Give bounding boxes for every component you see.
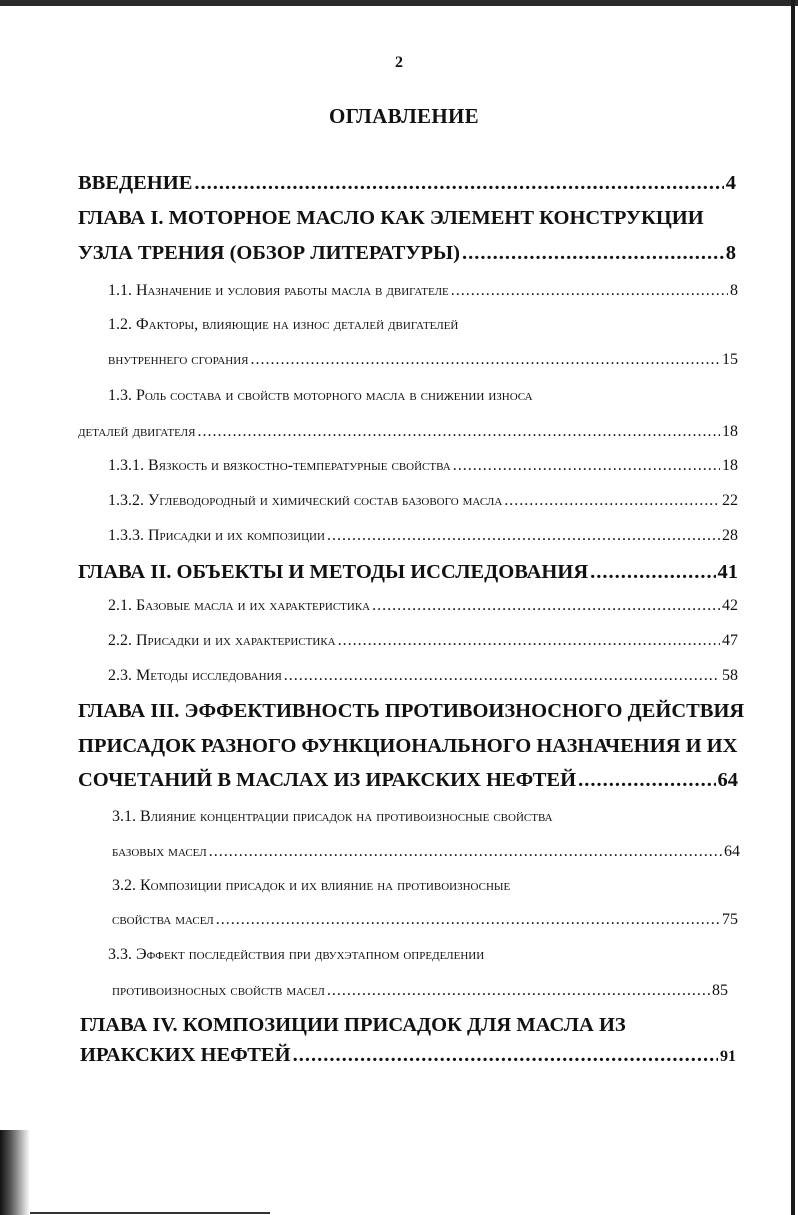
toc-page-number: 42 <box>722 597 738 614</box>
toc-title: ОГЛАВЛЕНИЕ <box>329 104 479 128</box>
toc-chapter-1[interactable] <box>78 242 736 265</box>
toc-chapter-3[interactable] <box>78 769 738 792</box>
dot-leader <box>284 667 720 685</box>
toc-entry-text: 1.3.1. Вязкость и вязкостно-температурные свойства <box>108 457 451 474</box>
toc-page-number: 75 <box>722 911 738 928</box>
toc-section-1-2-line1[interactable]: 1.2. Факторы, влияющие на износ деталей двигателей <box>108 316 459 333</box>
toc-entry-text: ВВЕДЕНИЕ <box>78 172 193 194</box>
toc-page-number: 91 <box>720 1048 736 1065</box>
toc-page-number: 18 <box>722 457 738 474</box>
toc-page-number: 85 <box>712 982 728 999</box>
toc-entry-text: ГЛАВА II. ОБЪЕКТЫ И МЕТОДЫ ИССЛЕДОВАНИЯ <box>78 561 589 583</box>
toc-chapter-4-line1[interactable]: ГЛАВА IV. КОМПОЗИЦИИ ПРИСАДОК ДЛЯ МАСЛА ИЗ <box>80 1014 626 1036</box>
toc-page-number: 8 <box>725 242 736 264</box>
toc-section-1-1[interactable] <box>108 282 738 300</box>
toc-section-1-3-3[interactable] <box>108 527 738 545</box>
dot-leader <box>372 597 720 615</box>
toc-page-number: 28 <box>722 527 738 544</box>
dot-leader <box>338 632 720 650</box>
toc-entry-text: ИРАКСКИХ НЕФТЕЙ <box>80 1044 291 1066</box>
toc-entry-text: деталей двигателя <box>78 423 196 440</box>
toc-entry-text: 1.3.3. Присадки и их композиции <box>108 527 325 544</box>
scan-right-edge <box>791 0 795 1215</box>
dot-leader <box>578 769 715 792</box>
dot-leader <box>504 492 720 510</box>
toc-page-number: 4 <box>725 172 736 194</box>
toc-page-number: 41 <box>717 561 738 583</box>
dot-leader <box>453 457 720 475</box>
toc-section-1-3-2[interactable] <box>108 492 738 510</box>
toc-entry-text: СОЧЕТАНИЙ В МАСЛАХ ИЗ ИРАКСКИХ НЕФТЕЙ <box>78 769 577 791</box>
toc-page-number: 47 <box>722 632 738 649</box>
toc-entry-text: внутреннего сгорания <box>108 351 249 368</box>
toc-section-3-2[interactable] <box>112 911 738 929</box>
scan-top-edge <box>0 0 798 6</box>
toc-section-3-3[interactable] <box>112 982 728 1000</box>
toc-page-number: 58 <box>722 667 738 684</box>
toc-section-2-1[interactable] <box>108 597 738 615</box>
toc-entry-text: 2.1. Базовые масла и их характеристика <box>108 597 371 614</box>
dot-leader <box>209 843 722 861</box>
toc-section-1-2[interactable] <box>108 351 738 369</box>
toc-entry-text: 1.1. Назначение и условия работы масла в двигателе <box>108 282 449 299</box>
dot-leader <box>216 911 720 929</box>
toc-entry-text: свойства масел <box>112 911 214 928</box>
toc-page-number: 15 <box>722 351 738 368</box>
dot-leader <box>462 242 724 265</box>
toc-page-number: 18 <box>722 423 738 440</box>
toc-section-1-3-line1[interactable]: 1.3. Роль состава и свойств моторного масла в снижении износа <box>108 387 533 404</box>
toc-page-number: 64 <box>717 769 738 791</box>
toc-entry-text: 2.3. Методы исследования <box>108 667 282 684</box>
dot-leader <box>590 561 715 584</box>
toc-section-2-2[interactable] <box>108 632 738 650</box>
toc-section-1-3-1[interactable] <box>108 457 738 475</box>
dot-leader <box>251 351 720 369</box>
toc-entry-text: 2.2. Присадки и их характеристика <box>108 632 336 649</box>
toc-chapter-4[interactable] <box>80 1044 736 1067</box>
dot-leader <box>327 527 720 545</box>
toc-entry-text: противоизносных свойств масел <box>112 982 325 999</box>
toc-chapter-2[interactable] <box>78 561 738 584</box>
toc-page-number: 8 <box>730 282 738 299</box>
scan-bottom-edge <box>30 1212 270 1214</box>
toc-chapter-1-line1[interactable]: ГЛАВА I. МОТОРНОЕ МАСЛО КАК ЭЛЕМЕНТ КОНСТРУКЦИИ <box>78 207 704 229</box>
dot-leader <box>293 1044 718 1067</box>
toc-section-3-1[interactable] <box>112 843 740 861</box>
toc-entry-text: базовых масел <box>112 843 207 860</box>
toc-page-number: 22 <box>722 492 738 509</box>
dot-leader <box>194 172 723 195</box>
toc-chapter-3-line1[interactable]: ГЛАВА III. ЭФФЕКТИВНОСТЬ ПРОТИВОИЗНОСНОГО ДЕЙСТВИЯ <box>78 700 745 722</box>
dot-leader <box>451 282 728 300</box>
dot-leader <box>197 423 720 441</box>
dot-leader <box>327 982 710 1000</box>
toc-section-1-3[interactable] <box>78 423 738 441</box>
toc-section-3-1-line1[interactable]: 3.1. Влияние концентрации присадок на противоизносные свойства <box>112 808 553 825</box>
toc-section-3-2-line1[interactable]: 3.2. Композиции присадок и их влияние на противоизносные <box>112 877 511 894</box>
page-number: 2 <box>395 54 403 71</box>
toc-page-number: 64 <box>724 843 740 860</box>
toc-chapter-3-line2[interactable]: ПРИСАДОК РАЗНОГО ФУНКЦИОНАЛЬНОГО НАЗНАЧЕНИЯ И ИХ <box>78 735 738 757</box>
toc-entry-intro[interactable] <box>78 172 736 195</box>
toc-entry-text: 1.3.2. Углеводородный и химический состав базового масла <box>108 492 503 509</box>
toc-entry-text: УЗЛА ТРЕНИЯ (ОБЗОР ЛИТЕРАТУРЫ) <box>78 242 460 264</box>
toc-section-2-3[interactable] <box>108 667 738 685</box>
scan-corner-shadow <box>0 1130 30 1215</box>
toc-section-3-3-line1[interactable]: 3.3. Эффект последействия при двухэтапном определении <box>108 946 485 963</box>
